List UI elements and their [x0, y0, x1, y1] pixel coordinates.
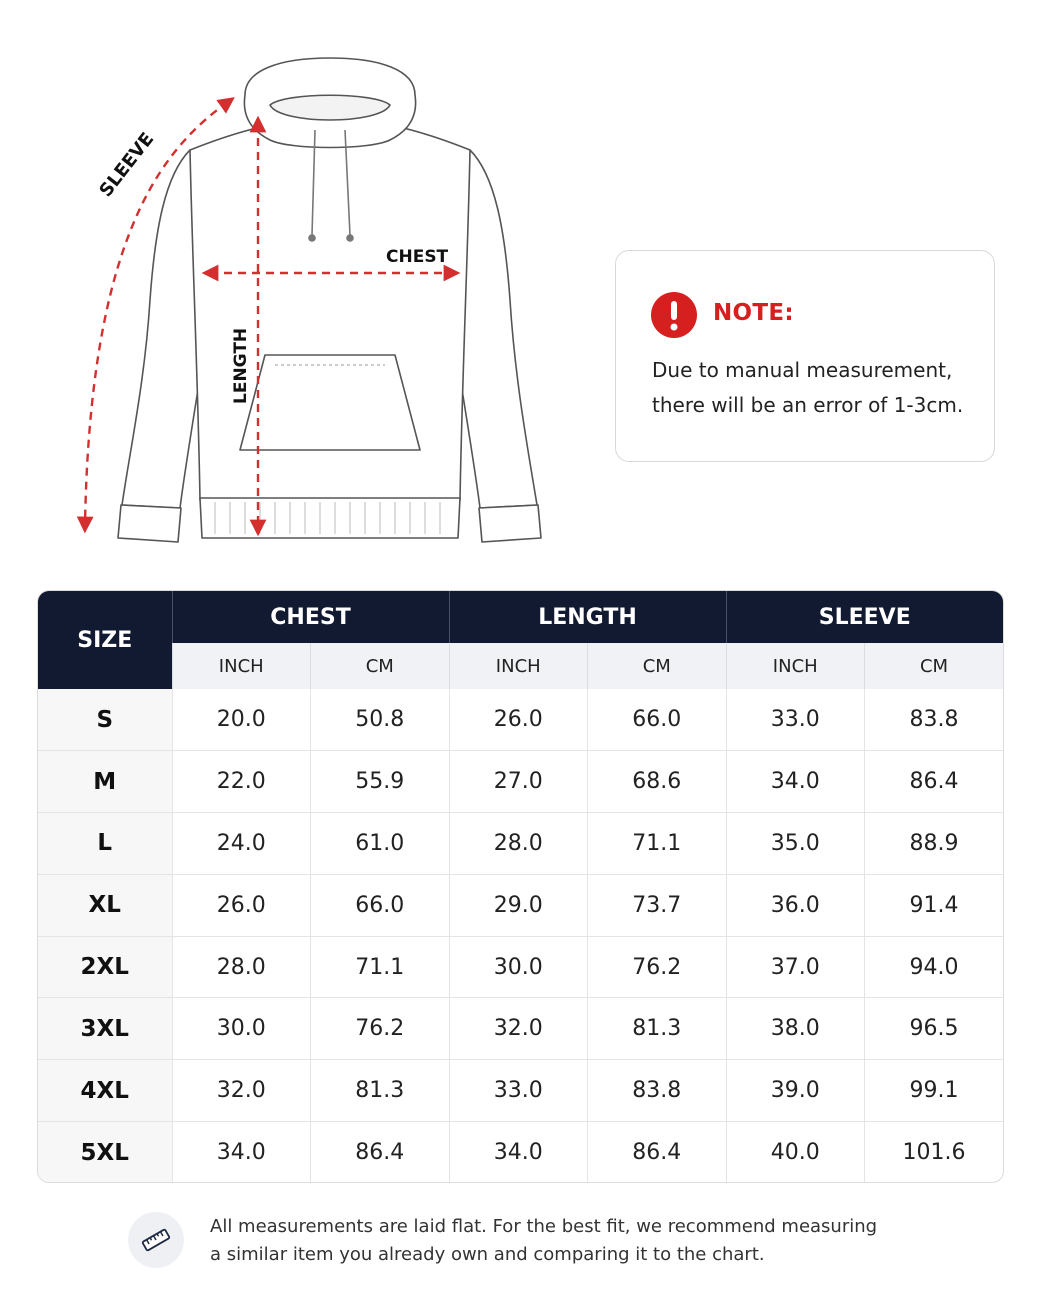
- note-title: NOTE:: [713, 300, 794, 326]
- measurement-cell: 88.9: [865, 813, 1004, 875]
- sleeve-label: SLEEVE: [95, 128, 159, 202]
- measurement-cell: 29.0: [449, 874, 588, 936]
- measurement-cell: 68.6: [588, 751, 727, 813]
- measurement-cell: 34.0: [172, 1122, 311, 1183]
- unit-header: CM: [588, 643, 727, 689]
- measurement-cell: 33.0: [726, 689, 865, 751]
- unit-header: INCH: [449, 643, 588, 689]
- measurement-cell: 83.8: [865, 689, 1004, 751]
- length-label: LENGTH: [231, 327, 251, 404]
- table-row: [38, 689, 1003, 751]
- size-cell: 3XL: [38, 998, 172, 1060]
- measurement-cell: 22.0: [172, 751, 311, 813]
- measurement-cell: 34.0: [449, 1122, 588, 1183]
- measurement-cell: 71.1: [588, 813, 727, 875]
- note-body: [652, 353, 982, 423]
- table-row: [38, 813, 1003, 875]
- exclamation-icon: [650, 291, 698, 339]
- measurement-cell: 26.0: [449, 689, 588, 751]
- measurement-cell: 32.0: [449, 998, 588, 1060]
- measurement-cell: 66.0: [311, 874, 450, 936]
- measurement-cell: 30.0: [449, 936, 588, 998]
- measurement-cell: 27.0: [449, 751, 588, 813]
- unit-header: INCH: [172, 643, 311, 689]
- footer-line: a similar item you already own and comparing it to the chart.: [210, 1244, 765, 1265]
- measurement-cell: 66.0: [588, 689, 727, 751]
- table-row: [38, 998, 1003, 1060]
- measurement-cell: 94.0: [865, 936, 1004, 998]
- hoodie-illustration: [118, 58, 541, 542]
- measurement-cell: 71.1: [311, 936, 450, 998]
- hoodie-measurement-diagram: [0, 0, 600, 560]
- measurement-cell: 55.9: [311, 751, 450, 813]
- measurement-cell: 32.0: [172, 1060, 311, 1122]
- measurement-cell: 24.0: [172, 813, 311, 875]
- measurement-cell: 33.0: [449, 1060, 588, 1122]
- size-chart-table: [37, 590, 1004, 1183]
- unit-header: INCH: [726, 643, 865, 689]
- measurement-cell: 35.0: [726, 813, 865, 875]
- measurement-cell: 76.2: [311, 998, 450, 1060]
- measurement-cell: 96.5: [865, 998, 1004, 1060]
- length-group-header: LENGTH: [449, 591, 726, 643]
- size-cell: S: [38, 689, 172, 751]
- measurement-cell: 61.0: [311, 813, 450, 875]
- footer-note: [210, 1213, 930, 1269]
- note-line: there will be an error of 1-3cm.: [652, 393, 964, 417]
- measurement-cell: 38.0: [726, 998, 865, 1060]
- size-cell: L: [38, 813, 172, 875]
- measurement-cell: 36.0: [726, 874, 865, 936]
- measurement-cell: 86.4: [588, 1122, 727, 1183]
- table-row: [38, 1122, 1003, 1183]
- measurement-cell: 86.4: [311, 1122, 450, 1183]
- size-cell: 5XL: [38, 1122, 172, 1183]
- measurement-cell: 73.7: [588, 874, 727, 936]
- measurement-cell: 34.0: [726, 751, 865, 813]
- size-cell: 2XL: [38, 936, 172, 998]
- measurement-cell: 81.3: [588, 998, 727, 1060]
- size-cell: 4XL: [38, 1060, 172, 1122]
- size-cell: XL: [38, 874, 172, 936]
- size-column-header: SIZE: [38, 591, 172, 689]
- unit-header: CM: [311, 643, 450, 689]
- note-line: Due to manual measurement,: [652, 358, 953, 382]
- chest-group-header: CHEST: [172, 591, 449, 643]
- measurement-cell: 50.8: [311, 689, 450, 751]
- measurement-cell: 76.2: [588, 936, 727, 998]
- measurement-cell: 28.0: [172, 936, 311, 998]
- measurement-cell: 30.0: [172, 998, 311, 1060]
- table-row: [38, 936, 1003, 998]
- measurement-cell: 26.0: [172, 874, 311, 936]
- table-row: [38, 751, 1003, 813]
- chest-label: CHEST: [386, 247, 449, 267]
- table-row: [38, 1060, 1003, 1122]
- unit-header: CM: [865, 643, 1004, 689]
- measurement-cell: 86.4: [865, 751, 1004, 813]
- measurement-cell: 83.8: [588, 1060, 727, 1122]
- measurement-cell: 101.6: [865, 1122, 1004, 1183]
- measurement-cell: 28.0: [449, 813, 588, 875]
- sleeve-group-header: SLEEVE: [726, 591, 1003, 643]
- measurement-cell: 81.3: [311, 1060, 450, 1122]
- size-cell: M: [38, 751, 172, 813]
- note-box: [615, 250, 995, 462]
- measurement-cell: 40.0: [726, 1122, 865, 1183]
- footer-line: All measurements are laid flat. For the best fit, we recommend measuring: [210, 1216, 878, 1237]
- measurement-cell: 39.0: [726, 1060, 865, 1122]
- measurement-cell: 91.4: [865, 874, 1004, 936]
- measurement-cell: 37.0: [726, 936, 865, 998]
- measurement-cell: 99.1: [865, 1060, 1004, 1122]
- table-row: [38, 874, 1003, 936]
- ruler-icon: [128, 1212, 184, 1268]
- measurement-cell: 20.0: [172, 689, 311, 751]
